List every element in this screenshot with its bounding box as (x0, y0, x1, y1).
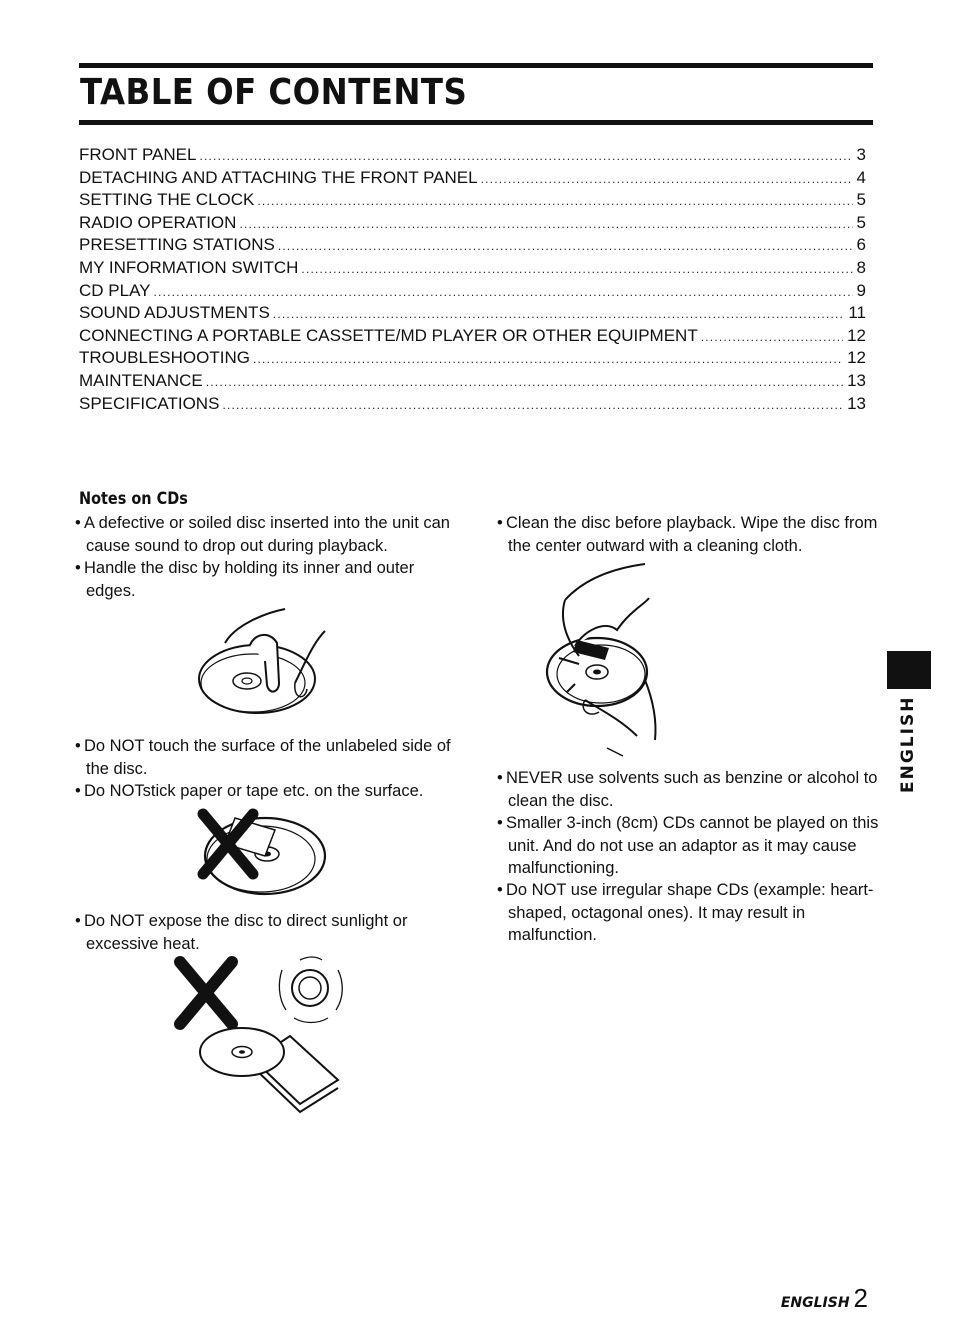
title-rule (79, 120, 873, 125)
table-of-contents (79, 145, 866, 416)
toc-page-number: 8 (856, 257, 866, 277)
note-defective-disc: • A defective or soiled disc inserted into the unit can cause sound to drop out during playback. (75, 512, 466, 557)
toc-entry[interactable] (79, 303, 866, 326)
footer-language: ENGLISH (780, 1295, 850, 1311)
toc-entry[interactable] (79, 258, 866, 281)
toc-page-number: 3 (856, 145, 866, 164)
toc-page-number: 12 (847, 325, 866, 345)
toc-leader-dots (481, 172, 853, 186)
toc-label: MY INFORMATION SWITCH (79, 257, 299, 277)
toc-label: CD PLAY (79, 280, 151, 300)
note-no-irregular-cds: • Do NOT use irregular shape CDs (example: heart-shaped, octagonal ones). It may result in malfunction. (497, 879, 884, 947)
notes-heading: Notes on CDs (79, 489, 188, 509)
toc-page-number: 9 (856, 280, 866, 300)
note-no-solvents: • NEVER use solvents such as benzine or alcohol to clean the disc. (497, 767, 884, 812)
toc-entry[interactable] (79, 326, 866, 349)
toc-leader-dots (222, 398, 843, 412)
toc-page-number: 11 (848, 303, 866, 323)
toc-entry[interactable] (79, 145, 866, 168)
disc-with-tape-illustration (195, 804, 331, 900)
toc-leader-dots (273, 307, 845, 321)
toc-label: SOUND ADJUSTMENTS (79, 303, 270, 323)
toc-page-number: 4 (856, 167, 866, 187)
note-do-not-touch: • Do NOT touch the surface of the unlabeled side of the disc. (75, 735, 466, 780)
toc-label: PRESETTING STATIONS (79, 235, 275, 255)
toc-page-number: 12 (847, 348, 866, 368)
disc-handling-illustration (195, 603, 335, 723)
sunlight-heat-illustration (170, 952, 360, 1117)
note-handle-edges: • Handle the disc by holding its inner and outer edges. (75, 557, 466, 602)
toc-label: TROUBLESHOOTING (79, 348, 250, 368)
language-tab-label: ENGLISH (898, 695, 918, 793)
toc-leader-dots (301, 262, 852, 276)
toc-label: RADIO OPERATION (79, 212, 237, 232)
toc-page-number: 5 (856, 190, 866, 210)
toc-label: CONNECTING A PORTABLE CASSETTE/MD PLAYER OR OTHER EQUIPMENT (79, 325, 698, 345)
toc-leader-dots (206, 375, 843, 389)
toc-entry[interactable] (79, 235, 866, 258)
page-footer (781, 1283, 868, 1314)
toc-leader-dots (278, 239, 853, 253)
toc-page-number: 13 (847, 370, 866, 390)
toc-page-number: 5 (856, 212, 866, 232)
toc-leader-dots (199, 149, 852, 163)
toc-label: SETTING THE CLOCK (79, 190, 255, 210)
toc-entry[interactable] (79, 281, 866, 304)
toc-leader-dots (257, 194, 852, 208)
note-no-3inch-cds: • Smaller 3-inch (8cm) CDs cannot be played on this unit. And do not use an adaptor as it may cause malfunctioning. (497, 812, 884, 880)
toc-entry[interactable] (79, 371, 866, 394)
page-title: TABLE OF CONTENTS (80, 72, 468, 113)
toc-page-number: 6 (856, 235, 866, 255)
toc-entry[interactable] (79, 190, 866, 213)
footer-page-number: 2 (853, 1283, 868, 1313)
toc-entry[interactable] (79, 213, 866, 236)
toc-entry[interactable] (79, 394, 866, 417)
toc-leader-dots (701, 330, 843, 344)
toc-entry[interactable] (79, 348, 866, 371)
language-tab-marker (887, 651, 931, 689)
toc-label: DETACHING AND ATTACHING THE FRONT PANEL (79, 167, 478, 187)
toc-leader-dots (154, 285, 853, 299)
top-rule (79, 63, 873, 68)
toc-entry[interactable] (79, 168, 866, 191)
note-clean-disc: • Clean the disc before playback. Wipe the disc from the center outward with a cleaning cloth. (497, 512, 884, 557)
disc-cleaning-illustration (545, 560, 675, 760)
note-no-stickers: • Do NOTstick paper or tape etc. on the surface. (75, 780, 466, 803)
toc-leader-dots (253, 352, 843, 366)
toc-label: MAINTENANCE (79, 370, 203, 390)
toc-label: FRONT PANEL (79, 145, 197, 164)
toc-page-number: 13 (847, 393, 866, 413)
toc-label: SPECIFICATIONS (79, 393, 220, 413)
note-no-sunlight: • Do NOT expose the disc to direct sunlight or excessive heat. (75, 910, 466, 955)
toc-leader-dots (239, 217, 852, 231)
